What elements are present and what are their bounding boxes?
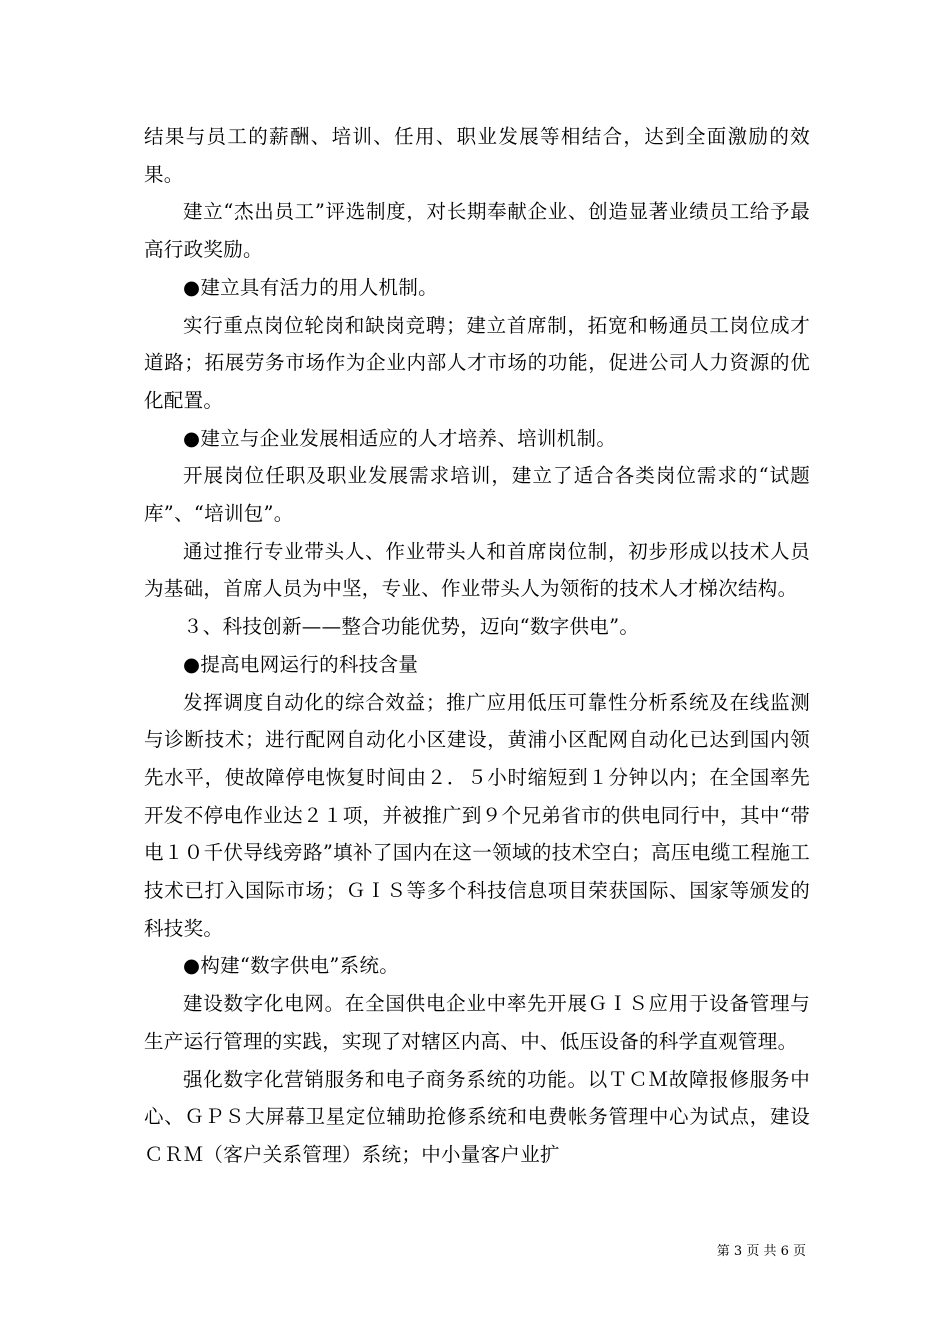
paragraph-continuation: 结果与员工的薪酬、培训、任用、职业发展等相结合，达到全面激励的效果。: [144, 125, 810, 186]
bullet-heading-grid-technology: ●提高电网运行的科技含量: [183, 652, 419, 676]
paragraph-job-rotation: 实行重点岗位轮岗和缺岗竞聘；建立首席制，拓宽和畅通员工岗位成才道路；拓展劳务市场作为企业内部人才市场的功能，促进公司人力资源的优化配置。: [144, 313, 810, 412]
bullet-heading-employment-mechanism: ●建立具有活力的用人机制。: [183, 275, 438, 299]
page-number: 第 3 页 共 6 页: [716, 1244, 806, 1259]
bullet-heading-digital-supply: ●构建“数字供电”系统。: [183, 954, 400, 978]
section-heading-tech-innovation: ３、科技创新——整合功能优势，迈向“数字供电”。: [183, 615, 640, 639]
document-body: [144, 118, 810, 1174]
paragraph-outstanding-employee: 建立“杰出员工”评选制度，对长期奉献企业、创造显著业绩员工给予最高行政奖励。: [144, 200, 810, 262]
paragraph-training-needs: 开展岗位任职及职业发展需求培训，建立了适合各类岗位需求的“试题库”、“培训包”。: [144, 464, 810, 526]
bullet-heading-talent-training: ●建立与企业发展相适应的人才培养、培训机制。: [183, 426, 617, 450]
paragraph-automation-benefits: 发挥调度自动化的综合效益；推广应用低压可靠性分析系统及在线监测与诊断技术；进行配网自动化小区建设，黄浦小区配网自动化已达到国内领先水平，使故障停电恢复时间由２．５小时缩短到１分钟以内；在全国率先开发不停电作业达２１项，并被推广到９个兄弟省市的供电同行中，其中“带电１０千伏导线旁路”填补了国内在这一领域的技术空白；高压电缆工程施工技术已打入国际市场；ＧＩＳ等多个科技信息项目荣获国际、国家等颁发的科技奖。: [144, 690, 810, 940]
paragraph-digital-grid: 建设数字化电网。在全国供电企业中率先开展ＧＩＳ应用于设备管理与生产运行管理的实践，实现了对辖区内高、中、低压设备的科学直观管理。: [144, 992, 810, 1053]
paragraph-digital-marketing: 强化数字化营销服务和电子商务系统的功能。以ＴＣＭ故障报修服务中心、ＧＰＳ大屏幕卫星定位辅助抢修系统和电费帐务管理中心为试点，建设ＣＲＭ（客户关系管理）系统；中小量客户业扩: [144, 1067, 810, 1166]
paragraph-talent-structure: 通过推行专业带头人、作业带头人和首席岗位制，初步形成以技术人员为基础，首席人员为中坚，专业、作业带头人为领衔的技术人才梯次结构。: [144, 539, 810, 601]
